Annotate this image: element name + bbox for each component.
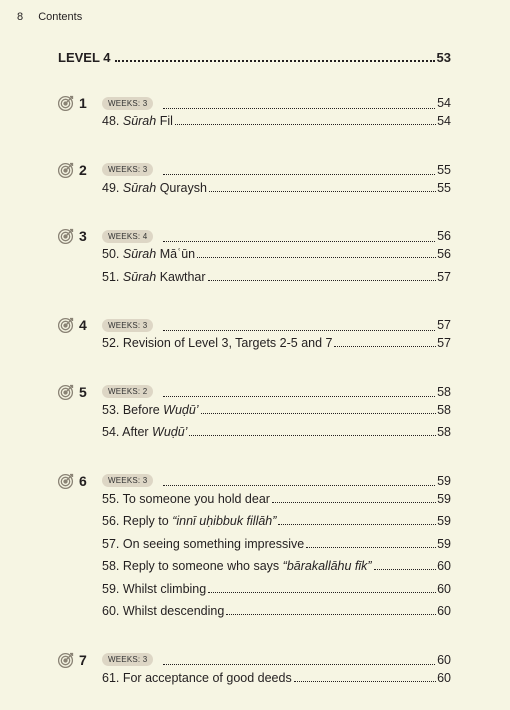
target-group	[58, 225, 451, 292]
weeks-badge: WEEKS: 4	[102, 230, 153, 243]
targets-list	[58, 92, 451, 693]
toc-entry[interactable]	[58, 114, 451, 137]
dot-leader	[189, 435, 436, 436]
dot-leader	[208, 592, 436, 593]
dot-leader	[209, 191, 436, 192]
toc-entry[interactable]	[58, 559, 451, 582]
entry-title-part: 60. Whilst descending	[102, 604, 225, 618]
entry-title-part: 61. For acceptance of good deeds	[102, 670, 292, 685]
target-heading[interactable]	[58, 92, 451, 114]
entry-title	[102, 514, 276, 528]
entry-title-part: 51.	[102, 269, 123, 284]
dot-leader	[163, 231, 435, 242]
table-of-contents	[58, 50, 451, 693]
dot-leader	[175, 124, 436, 125]
target-number: 2	[79, 161, 87, 178]
weeks-badge: WEEKS: 3	[102, 163, 153, 176]
entry-title-part: Fil	[156, 114, 173, 128]
entry-title-part: Sūrah	[122, 180, 157, 195]
toc-entry[interactable]	[58, 604, 451, 627]
dot-leader	[163, 475, 435, 486]
target-heading[interactable]	[58, 225, 451, 247]
entry-title	[102, 181, 207, 195]
entry-title	[102, 537, 304, 551]
target-number: 3	[79, 228, 87, 244]
entry-page: 59	[437, 491, 451, 506]
toc-entry[interactable]	[58, 247, 451, 270]
target-heading[interactable]	[58, 381, 451, 403]
target-icon	[58, 384, 74, 400]
target-number: 1	[79, 95, 87, 111]
target-icon	[58, 95, 74, 111]
target-number: 6	[79, 472, 87, 489]
entry-title-part: Kawthar	[156, 269, 206, 284]
entry-title	[102, 671, 292, 685]
entry-title-part: 55. To someone you hold dear	[102, 491, 270, 506]
weeks-badge: WEEKS: 3	[102, 97, 153, 110]
target-group	[58, 159, 451, 204]
entry-page: 60	[437, 581, 451, 596]
target-page: 59	[437, 473, 451, 488]
entry-title-part: Sūrah	[122, 247, 157, 261]
target-group	[58, 470, 451, 627]
target-heading[interactable]	[58, 159, 451, 181]
entry-page: 60	[437, 670, 451, 685]
entry-title-part: 58. Reply to someone who says	[102, 559, 283, 573]
dot-leader	[163, 164, 435, 175]
toc-entry[interactable]	[58, 181, 451, 204]
entry-title	[102, 559, 372, 573]
dot-leader	[334, 346, 436, 347]
entry-title-part: “bārakallāhu fīk”	[282, 559, 372, 573]
target-page: 56	[437, 229, 451, 243]
entry-title-part: 56. Reply to	[102, 514, 173, 528]
target-heading[interactable]	[58, 314, 451, 336]
dot-leader	[201, 413, 437, 414]
dot-leader	[163, 320, 435, 331]
entry-title-part: 54. After	[102, 425, 153, 439]
entry-page: 57	[437, 269, 451, 284]
entry-title	[102, 604, 224, 618]
target-number: 5	[79, 383, 87, 400]
target-icon	[58, 473, 74, 489]
entry-title-part: 50.	[102, 247, 123, 261]
dot-leader	[197, 257, 436, 258]
target-icon	[58, 228, 74, 244]
target-page: 57	[437, 318, 451, 332]
entry-title-part: Wuḍū’	[163, 402, 199, 417]
entry-page: 60	[437, 604, 451, 618]
entry-title-part: Sūrah	[122, 269, 157, 284]
entry-page: 58	[437, 425, 451, 439]
weeks-badge: WEEKS: 2	[102, 385, 153, 398]
running-title: Contents	[38, 11, 83, 23]
dot-leader	[163, 386, 435, 397]
target-icon	[58, 162, 74, 178]
entry-page: 59	[437, 536, 451, 551]
entry-page: 58	[437, 402, 451, 417]
entry-title-part: Sūrah	[122, 114, 157, 128]
entry-title-part: 53. Before	[102, 402, 164, 417]
entry-title-part: Māʿūn	[156, 247, 196, 261]
target-number: 7	[79, 651, 87, 668]
toc-entry[interactable]	[58, 270, 451, 293]
level-page: 53	[436, 50, 451, 65]
weeks-badge: WEEKS: 3	[102, 653, 153, 666]
entry-page: 55	[437, 180, 451, 195]
toc-entry[interactable]	[58, 336, 451, 359]
dot-leader	[208, 280, 437, 281]
target-page: 55	[437, 162, 451, 177]
weeks-badge: WEEKS: 3	[102, 474, 153, 487]
entry-title-part: 52. Revision of Level 3, Targets 2-5 and 7	[102, 336, 333, 350]
entry-title	[102, 582, 206, 596]
entry-title	[102, 270, 206, 284]
target-icon	[58, 317, 74, 333]
target-page: 60	[437, 652, 451, 667]
target-heading[interactable]	[58, 470, 451, 492]
dot-leader	[294, 681, 436, 682]
entry-title	[102, 114, 173, 128]
target-heading[interactable]	[58, 649, 451, 671]
dot-leader	[278, 524, 436, 525]
target-group	[58, 92, 451, 137]
toc-entry[interactable]	[58, 403, 451, 426]
toc-entry[interactable]	[58, 514, 451, 537]
dot-leader	[163, 654, 435, 665]
toc-entry[interactable]	[58, 671, 451, 694]
entry-page: 54	[437, 114, 451, 128]
dot-leader	[374, 569, 437, 570]
level-label: LEVEL 4	[58, 50, 111, 65]
dot-leader	[115, 60, 435, 62]
dot-leader	[163, 98, 435, 109]
entry-title-part: Quraysh	[156, 180, 207, 195]
toc-entry[interactable]	[58, 582, 451, 605]
entry-title	[102, 492, 270, 506]
target-page: 54	[437, 96, 451, 110]
target-page: 58	[437, 384, 451, 399]
entry-title-part: 49.	[102, 180, 123, 195]
entry-title-part: Wuḍū’	[152, 425, 188, 439]
entry-title-part: 48.	[102, 114, 123, 128]
page-number: 8	[17, 11, 24, 23]
level-heading[interactable]	[58, 50, 451, 72]
entry-title	[102, 247, 195, 261]
page-header	[17, 11, 82, 23]
dot-leader	[226, 614, 436, 615]
target-group	[58, 649, 451, 694]
toc-entry[interactable]	[58, 425, 451, 448]
target-icon	[58, 652, 74, 668]
weeks-badge: WEEKS: 3	[102, 319, 153, 332]
target-group	[58, 381, 451, 448]
toc-entry[interactable]	[58, 492, 451, 515]
entry-title-part: 59. Whilst climbing	[102, 581, 207, 596]
entry-title	[102, 336, 332, 350]
target-group	[58, 314, 451, 359]
entry-page: 56	[437, 247, 451, 261]
entry-title-part: 57. On seeing something impressive	[102, 536, 305, 551]
toc-entry[interactable]	[58, 537, 451, 560]
entry-page: 59	[437, 514, 451, 528]
target-number: 4	[79, 317, 87, 333]
entry-title	[102, 403, 199, 417]
entry-title	[102, 425, 187, 439]
entry-page: 57	[437, 336, 451, 350]
dot-leader	[272, 502, 436, 503]
dot-leader	[306, 547, 436, 548]
entry-page: 60	[437, 559, 451, 573]
entry-title-part: “innī uḥibbuk fillāh”	[172, 514, 277, 528]
